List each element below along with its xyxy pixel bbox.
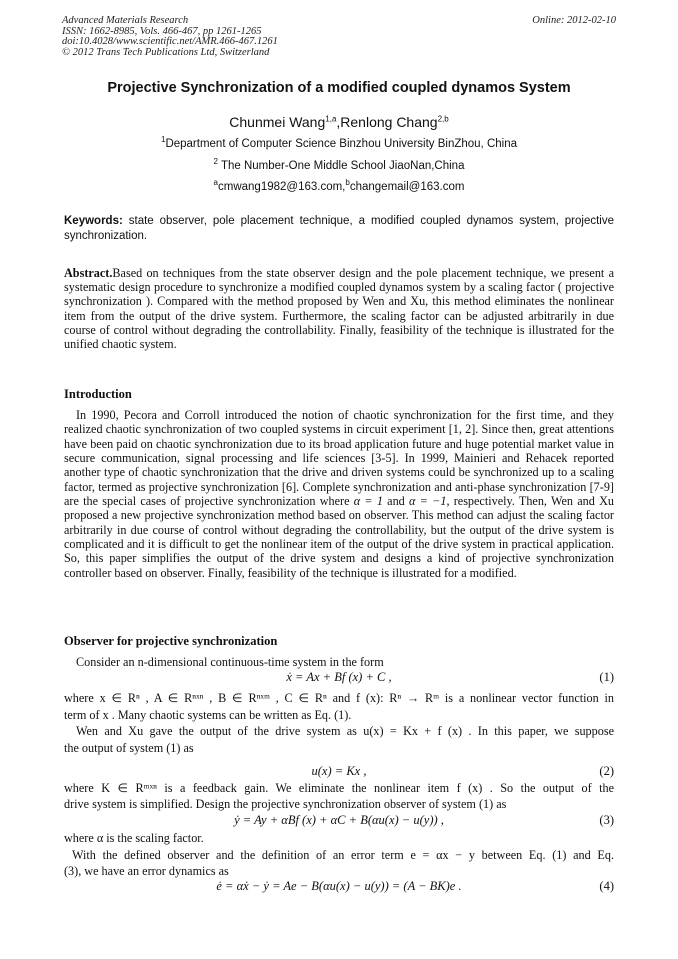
- issn-line: ISSN: 1662-8985, Vols. 466-467, pp 1261-1265: [62, 25, 262, 37]
- equation-4-number: (4): [599, 879, 614, 893]
- abstract-text: Based on techniques from the state observer design and the pole placement technique, we present a systematic design procedure to synchronize a modified coupled dynamos system by a scaling factor ( projective synchronization ). Compared with the method proposed by Wen and Xu, this method eliminates the nonlinear item from the output of the drive system. Furthermore, the scaling factor can be adjusted arbitrarily in due course of control without degrading the controllability. Finally, feasibility of the technique is illustrated for the unified chaotic system.: [64, 266, 614, 352]
- intro-text-2: , respectively. Then, Wen and Xu proposed a new projective synchronization method based on observer. This method can adjust the scaling factor arbitrarily in due course of control without degrading the controllability, but the output of the drive system is complicated and it is difficult to get the nonlinear item of the output of the drive system in practical application. So, this paper simplifies the output of the drive system and designs a kind of projective synchronization controller based on observer. Finally, feasibility of the technique is illustrated for a modified.: [64, 494, 614, 580]
- equation-1: [64, 670, 614, 686]
- equation-1-number: (1): [599, 670, 614, 684]
- observer-line-8: where α is the scaling factor.: [64, 831, 204, 845]
- copyright-line: © 2012 Trans Tech Publications Ltd, Switzerland: [62, 46, 270, 58]
- email-b: changemail@163.com: [349, 181, 465, 193]
- observer-line-5: the output of system (1) as: [64, 741, 194, 755]
- paper-title: Projective Synchronization of a modified coupled dynamos System: [107, 80, 571, 96]
- doi-line: doi:10.4028/www.scientific.net/AMR.466-467.1261: [62, 36, 278, 47]
- equation-4: [64, 879, 614, 895]
- keywords-text: state observer, pole placement technique, a modified coupled dynamos system, projective synchronization.: [64, 215, 614, 242]
- equation-1-body: ẋ = Ax + Bf (x) + C ,: [286, 670, 392, 684]
- equation-2-body: u(x) = Kx ,: [311, 764, 367, 778]
- journal-header: [62, 16, 278, 58]
- author-line: [40, 114, 638, 130]
- affiliation-1: [40, 135, 638, 150]
- observer-line-6: where K ∈ Rᵐˣⁿ is a feedback gain. We eliminate the nonlinear item f (x) . So the output of the: [64, 781, 614, 795]
- observer-line-7: drive system is simplified. Design the projective synchronization observer of system (1) as: [64, 797, 507, 811]
- introduction-body: [64, 408, 614, 580]
- author-2-sup: 2,b: [437, 114, 449, 124]
- introduction-heading: Introduction: [64, 387, 132, 401]
- equation-4-body: ė = αẋ − ẏ = Ae − B(αu(x) − u(y)) = (A − BK)e .: [216, 879, 462, 893]
- observer-line-4: Wen and Xu gave the output of the drive system as u(x) = Kx + f (x) . In this paper, we suppose: [76, 724, 614, 738]
- observer-line-1: Consider an n-dimensional continuous-time system in the form: [76, 655, 384, 669]
- observer-line-9: With the defined observer and the definition of an error term e = αx − y between Eq. (1) and Eq.: [72, 848, 614, 862]
- author-1: Chunmei Wang: [229, 114, 326, 130]
- email-a: cmwang1982@163.com,: [218, 181, 346, 193]
- online-date: Online: 2012-02-10: [532, 15, 616, 26]
- email-b-sup: b: [345, 178, 350, 188]
- equation-3: [64, 813, 614, 829]
- affiliation-2-text: The Number-One Middle School JiaoNan,China: [217, 160, 465, 172]
- journal-name: Advanced Materials Research: [62, 15, 189, 26]
- equation-2: [64, 764, 614, 780]
- intro-and: and: [382, 494, 410, 509]
- observer-line-10: (3), we have an error dynamics as: [64, 864, 229, 878]
- keywords-label: Keywords:: [64, 215, 123, 227]
- equation-3-body: ẏ = Ay + αBf (x) + αC + B(αu(x) − u(y)) ,: [234, 813, 444, 827]
- alpha-equals-one: α = 1: [353, 494, 383, 509]
- affiliation-1-text: Department of Computer Science Binzhou University BinZhou, China: [165, 138, 517, 150]
- abstract-label: Abstract.: [64, 266, 113, 280]
- author-1-sup: 1,a: [325, 114, 337, 124]
- abstract: [64, 266, 614, 351]
- affiliation-2: [40, 157, 638, 172]
- email-line: [40, 178, 638, 193]
- observer-line-2: where x ∈ Rⁿ , A ∈ Rⁿˣⁿ , B ∈ Rⁿˣᵐ , C ∈ Rⁿ and f (x): Rⁿ → Rᵐ is a nonlinear vector function in: [64, 691, 614, 705]
- affiliation-2-sup: 2: [213, 157, 218, 167]
- alpha-equals-minus-one: α = −1: [409, 494, 447, 509]
- keywords: [64, 214, 614, 244]
- equation-3-number: (3): [599, 813, 614, 827]
- equation-2-number: (2): [599, 764, 614, 778]
- email-a-sup: a: [213, 178, 218, 188]
- author-2: Renlong Chang: [340, 114, 438, 130]
- author-separator: ,: [336, 114, 341, 130]
- intro-text-1: In 1990, Pecora and Corroll introduced the notion of chaotic synchronization for the first time, and they realized chaotic synchronization of two coupled systems in circuit experiment [1, 2]. Since then, great attentions have been paid on chaotic synchronization due to its broad application future and huge potential market value in secure communication, signal processing and life sciences [3-5]. In 1999, Mainieri and Rehacek reported another type of chaotic synchronization that the drive and driven systems could be synchronized up to a scaling factor, termed as projective synchronization [6]. Complete synchronization and anti-phase synchronization [7-9] are the special cases of projective synchronization where: [64, 408, 614, 509]
- affiliation-1-sup: 1: [160, 135, 166, 145]
- observer-heading: Observer for projective synchronization: [64, 634, 278, 648]
- observer-line-3: term of x . Many chaotic systems can be written as Eq. (1).: [64, 708, 352, 722]
- introduction-paragraph: [64, 408, 614, 580]
